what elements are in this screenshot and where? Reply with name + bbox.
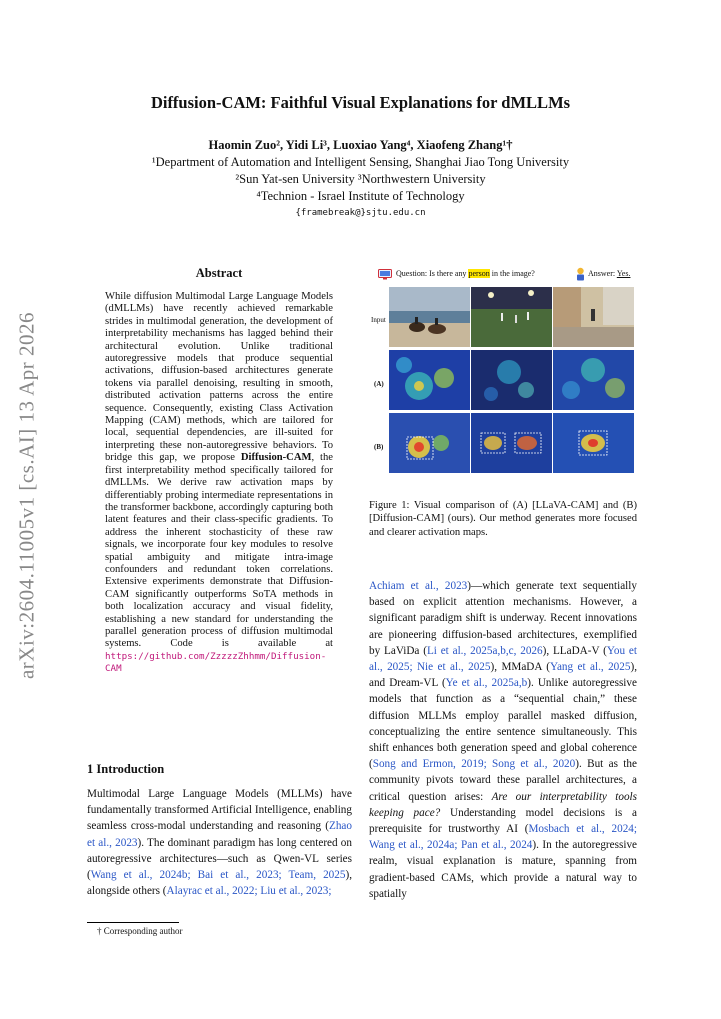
llava-cam-heatmap-2 (471, 350, 552, 410)
llava-cam-heatmap-3 (553, 350, 634, 410)
row-label-b: (B) (374, 443, 384, 451)
abstract-heading: Abstract (195, 266, 243, 280)
answer-value: Yes. (616, 269, 631, 278)
body-text: ), and Dream-VL ( (369, 661, 637, 690)
question-text-end: in the image? (489, 269, 535, 278)
figure-caption: Figure 1: Visual comparison of (A) [LLaVA-CAM] and (B) [Diffusion-CAM] (ours). Our method generates more focused and clearer activation maps. (369, 500, 637, 538)
footnote-rule (87, 922, 179, 923)
citation-link[interactable]: Song and Ermon, 2019; Song et al., 2020 (372, 758, 576, 771)
question-highlight: person (468, 269, 490, 278)
section-heading: 1 Introduction (87, 762, 165, 776)
paper-title: Diffusion-CAM: Faithful Visual Explanations for dMLLMs (150, 93, 571, 112)
question-text: Question: Is there any (396, 269, 469, 278)
row-label-a: (A) (374, 380, 384, 388)
abstract-text-2: , the first interpretability method specifically tailored for dMLLMs. We derive raw activation maps by differentiably probing intermediate representations in the transformer backbone, accordingly capturing both latent features and their class-specific gradients. To address the inherent stochasticity of these raw signals, we incorporate four key modules to resolve spatial ambiguity and mitigate intra-image confounders and redundant token correlations. Extensive experiments demonstrate that Diffusion-CAM significantly outperforms SoTA methods in both localization accuracy and visual fidelity, establishing a new standard for understanding the parallel generation process of diffusion multimodal systems. Code is available at (105, 452, 333, 650)
abstract-text-1: While diffusion Multimodal Large Language Models (dMLLMs) have recently achieved remarkable strides in multimodal generation, the development of interpretability mechanisms has lagged behind their architectural evolution. Unlike traditional autoregressive models that produce sequential activations, diffusion-based architectures generate tokens via parallel denoising, resulting in smooth, distributed activation patterns across the entire sequence. Consequently, existing Class Activation Mapping (CAM) methods, which are tailored for local, sequential dependencies, are ill-suited for interpreting these non-autoregressive behaviors. To bridge this gap, we propose (105, 291, 333, 464)
author-list: Haomin Zuo², Yidi Li³, Luoxiao Yang⁴, Xiaofeng Zhang¹† (208, 138, 513, 152)
body-text: ). But as the community pivots toward these parallel architectures, a critical question arises: (369, 758, 637, 803)
code-link[interactable]: https://github.com/ZzzzzZhhmm/Diffusion-CAM (105, 650, 327, 675)
body-text: ), MMaDA ( (490, 661, 550, 674)
method-name: Diffusion-CAM (240, 452, 312, 464)
intro-paragraph (87, 786, 352, 899)
right-column-paragraph (369, 578, 637, 902)
citation-link[interactable]: You et al., 2025; Nie et al., 2025 (369, 644, 637, 674)
body-text: )—which generate text sequentially based on explicit attention mechanisms. However, a significant paradigm shift is underway. Recent innovations are pioneering diffusion-based architectures, exemplified by LaViDa ( (369, 580, 637, 657)
citation-link[interactable]: Ye et al., 2025a,b (445, 677, 528, 690)
arxiv-sidebar (10, 300, 44, 700)
body-text: ). In the autoregressive realm, visual explanation is mature, spanning from gradient-based CAMs, which provide a natural way to spatially (369, 839, 638, 900)
answer-label: Answer: (588, 269, 617, 278)
abstract-body (105, 291, 333, 676)
intro-text: ), alongside others ( (87, 869, 352, 898)
italic-question: Are our interpretability tools keeping pace? (369, 790, 637, 819)
affiliation-3: ⁴Technion - Israel Institute of Technology (256, 189, 465, 203)
diffusion-cam-heatmap-3 (553, 413, 634, 473)
diffusion-cam-heatmap-1 (389, 413, 470, 473)
citation-link[interactable]: Wang et al., 2024b; Bai et al., 2023; Team, 2025 (90, 869, 346, 882)
citation-link[interactable]: Yang et al., 2025 (549, 661, 631, 674)
row-label-input: Input (371, 316, 386, 324)
citation-link[interactable]: Zhao et al., 2023 (87, 820, 352, 849)
citation-link[interactable]: Mosbach et al., 2024; Wang et al., 2024a; Pan et al., 2024 (369, 823, 637, 852)
citation-link[interactable]: Alayrac et al., 2022; Liu et al., 2023; (166, 885, 332, 898)
citation-link[interactable]: Achiam et al., 2023 (369, 580, 468, 592)
body-text: Understanding model decisions is a prerequisite for trustworthy AI ( (369, 806, 637, 836)
input-image-beach-riders (389, 287, 470, 347)
input-image-street-scene (553, 287, 634, 347)
body-text: ). Unlike autoregressive models that function as a “sequential chain,” these diffusion MLLMs employ parallel masked diffusion, conceptualizing the entire sentence simultaneously. This shift enhances both generation speed and global coherence ( (369, 677, 637, 771)
contact-email: {framebreak@}sjtu.edu.cn (295, 208, 426, 218)
affiliation-2: ²Sun Yat-sen University ³Northwestern University (235, 172, 486, 186)
intro-text: Multimodal Large Language Models (MLLMs) have fundamentally transformed Artificial Intelligence, enabling seamless cross-modal understanding and reasoning ( (87, 788, 352, 833)
input-image-night-soccer (471, 287, 552, 347)
diffusion-cam-heatmap-2 (471, 413, 552, 473)
llava-cam-heatmap-1 (389, 350, 470, 410)
intro-text: ). The dominant paradigm has long centered on autoregressive architectures—such as Qwen-VL series ( (87, 836, 352, 882)
footnote: † Corresponding author (97, 926, 183, 936)
arxiv-id: arXiv:2604.11005v1 [cs.AI] 13 Apr 2026 (14, 312, 39, 680)
affiliation-1: ¹Department of Automation and Intelligent Sensing, Shanghai Jiao Tong University (151, 155, 570, 169)
body-text: ), LLaDA-V ( (542, 644, 607, 657)
robot-icon (575, 267, 586, 281)
figure-question-bar (372, 267, 638, 285)
citation-link[interactable]: Li et al., 2025a,b,c, 2026 (426, 644, 543, 657)
monitor-icon (378, 269, 392, 280)
